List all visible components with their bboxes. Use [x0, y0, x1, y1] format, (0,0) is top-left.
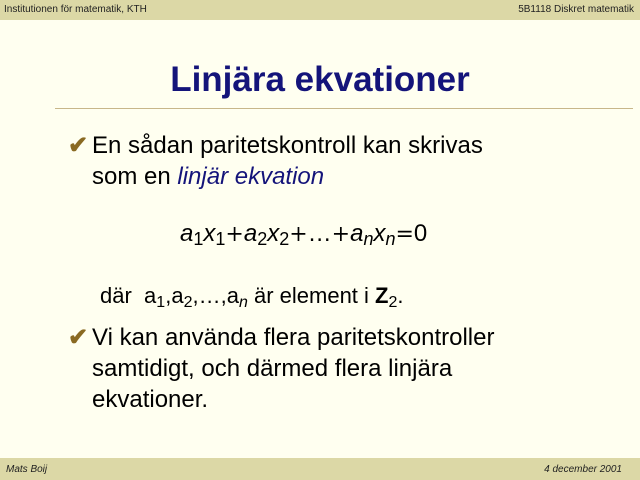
bullet-2-text [92, 322, 494, 415]
coefficient-note: där $a_1,a_2,\dots,a_n$ är element i $Z_2$. [100, 283, 404, 311]
header-bar [0, 0, 640, 20]
header-institution: Institutionen för matematik, KTH [4, 4, 147, 15]
bullet-1-line-2-emphasis: linjär ekvation [177, 163, 325, 190]
bullet-2-line-3: ekvationer. [92, 386, 209, 413]
bullet-1-text [92, 130, 483, 192]
bullet-2-line-2: samtidigt, och därmed flera linjära [92, 355, 453, 382]
field-symbol: Z [375, 283, 389, 308]
footer-date: 4 december 2001 [544, 464, 622, 475]
footer-author: Mats Boij [6, 464, 48, 475]
check-icon: ✔ [68, 132, 89, 159]
linear-equation: $a_1x_1+a_2x_2+\dots+a_nx_n=0$ [180, 220, 428, 249]
footer-bar [0, 458, 640, 480]
header-course: 5B1118 Diskret matematik [518, 4, 634, 15]
bullet-1-line-1: En sådan paritetskontroll kan skrivas [92, 132, 483, 159]
title-divider [55, 108, 633, 109]
bullet-2-line-1: Vi kan använda flera paritetskontroller [92, 324, 495, 351]
slide-title: Linjära ekvationer [170, 60, 470, 99]
bullet-1-line-2-plain: som en [92, 163, 178, 190]
check-icon: ✔ [68, 324, 89, 351]
